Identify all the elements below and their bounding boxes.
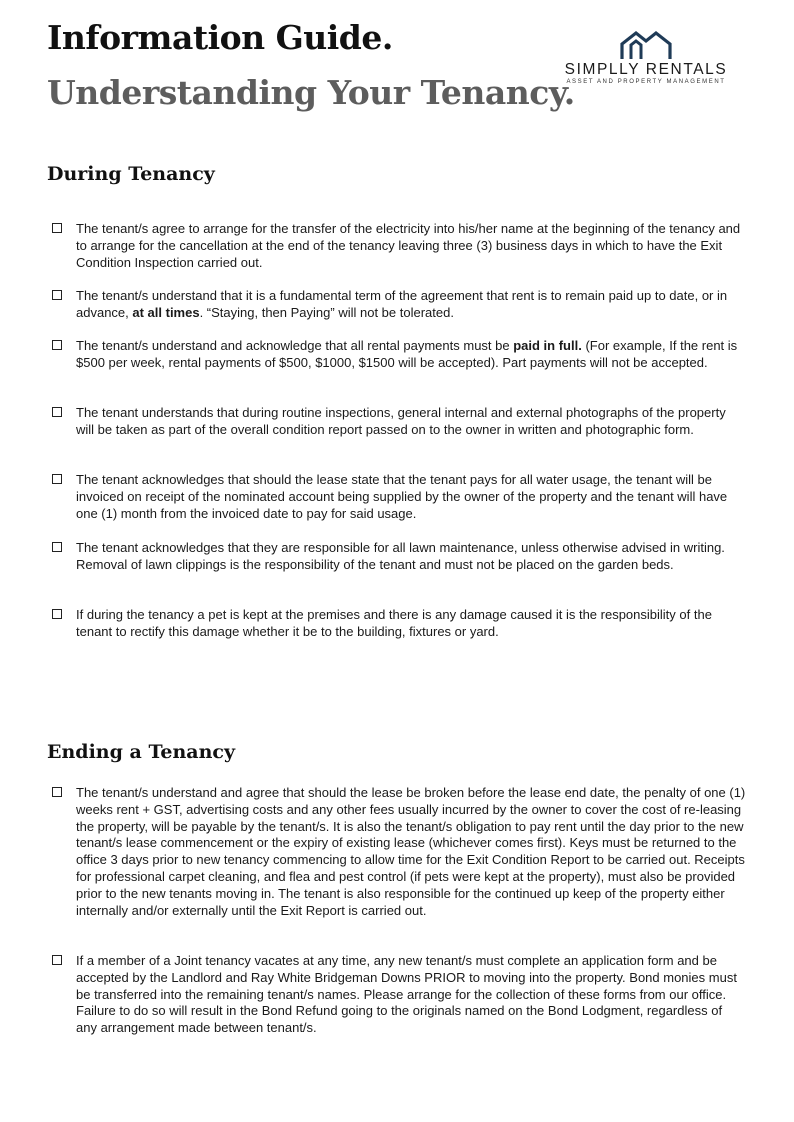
logo-name: SIMPLLY RENTALS (564, 61, 728, 78)
checkbox[interactable] (52, 609, 62, 619)
company-logo (551, 30, 741, 96)
section-heading-during-tenancy: During Tenancy (47, 163, 215, 185)
checkbox[interactable] (52, 474, 62, 484)
checkbox[interactable] (52, 955, 62, 965)
list-item (52, 472, 746, 522)
list-item (52, 405, 746, 439)
checkbox[interactable] (52, 407, 62, 417)
item-text: If a member of a Joint tenancy vacates at any time, any new tenant/s must complete an application form and be accepted by the Landlord and Ray White Bridgeman Downs PRIOR to moving into the property. Bond monies must be transferred into the remaining tenant/s names. Please arrange for the collection of these forms from our office. Failure to do so will result in the Bond Refund going to the originals named on the Bond Lodgment, regardless of any arrangement made between tenant/s. (76, 953, 737, 1036)
list-item (52, 785, 746, 919)
checkbox[interactable] (52, 223, 62, 233)
item-text: The tenant/s agree to arrange for the transfer of the electricity into his/her name at the beginning of the tenancy and to arrange for the cancellation at the end of the tenancy leaving three (3) business days in which to have the Exit Condition Inspection carried out. (76, 221, 741, 270)
checkbox[interactable] (52, 340, 62, 350)
item-text: The tenant acknowledges that should the lease state that the tenant pays for all water usage, the tenant will be invoiced on receipt of the nominated account being supplied by the owner of the property and the tenant will have one (1) month from the invoiced date to pay for said usage. (76, 472, 728, 521)
list-item (52, 953, 746, 1037)
checkbox[interactable] (52, 290, 62, 300)
list-item (52, 288, 746, 322)
list-item (52, 221, 746, 271)
emphasis-text: paid in full. (513, 338, 582, 353)
page-subtitle: Understanding Your Tenancy. (47, 73, 575, 112)
list-item (52, 607, 746, 641)
checkbox[interactable] (52, 787, 62, 797)
item-text: If during the tenancy a pet is kept at the premises and there is any damage caused it is the responsibility of the tenant to rectify this damage whether it be to the building, fixtures or yard. (76, 607, 712, 639)
emphasis-text: at all times (132, 304, 200, 320)
list-item (52, 338, 746, 372)
checkbox[interactable] (52, 542, 62, 552)
item-text: The tenant/s understand that it is a fundamental term of the agreement that rent is to remain paid up to date, or in advance, at all times. “Staying, then Paying” will not be tolerated. (76, 288, 728, 320)
item-text: The tenant acknowledges that they are responsible for all lawn maintenance, unless otherwise advised in writing. Removal of lawn clippings is the responsibility of the tenant and must not be placed on the garden beds. (76, 540, 725, 572)
logo-tagline: ASSET AND PROPERTY MANAGEMENT (566, 79, 726, 85)
item-text: The tenant/s understand and agree that should the lease be broken before the lease end date, the penalty of one (1) weeks rent + GST, advertising costs and any other fees usually incurred by the owner to cover the cost of re-leasing the property, will be payable by the tenant/s. It is also the tenant/s obligation to pay rent until the day prior to the new tenant/s lease commencement or the expiry of existing lease (whichever comes first). Keys must be returned to the office 3 days prior to new tenancy commencing to allow time for the Exit Condition Report to be carried out. Receipts for professional carpet cleaning, and flea and pest control (if pets were kept at the property), must also be provided prior to the new tenants moving in. The tenant is also responsible for the continued up keep of the property either internally and/or externally until the Exit Report is carried out. (76, 785, 746, 918)
item-text: The tenant/s understand and acknowledge that all rental payments must be paid in full. (For example, If the rent is $500 per week, rental payments of $500, $1000, $1500 will be accepted). Part payments will not be accepted. (76, 338, 738, 370)
house-roof-icon (618, 30, 674, 60)
section-heading-ending-tenancy: Ending a Tenancy (47, 741, 236, 763)
list-item (52, 540, 746, 574)
item-text: The tenant understands that during routine inspections, general internal and external photographs of the property will be taken as part of the overall condition report passed on to the owner in written and photographic form. (76, 405, 726, 437)
page-title: Information Guide. (47, 18, 393, 57)
